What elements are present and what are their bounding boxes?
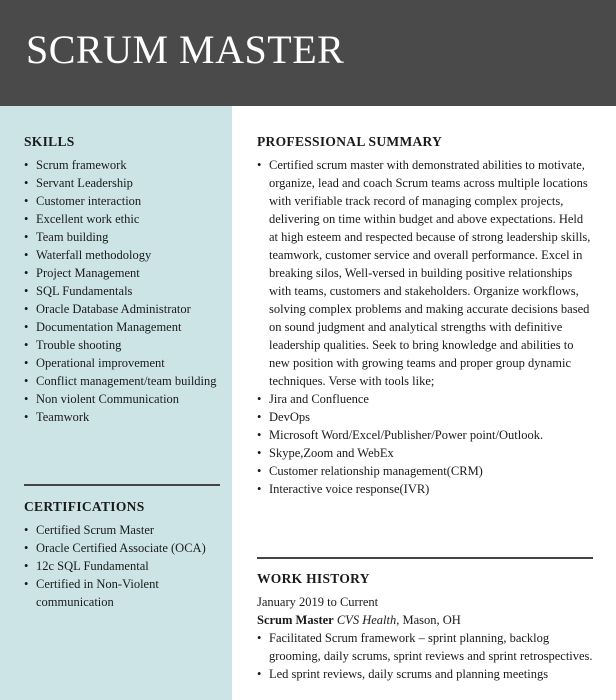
job-duty-item: • Facilitated Scrum framework – sprint planning, backlog grooming, daily scrums, sprint reviews and sprint retrospectives.: [257, 629, 593, 665]
skills-section: [24, 134, 220, 426]
tool-item: • Interactive voice response(IVR): [257, 480, 593, 498]
job-location: , Mason, OH: [396, 613, 461, 627]
job-title: Scrum Master: [257, 613, 334, 627]
skills-heading: SKILLS: [24, 134, 75, 149]
certification-item: • Certified in Non-Violent communication: [24, 575, 220, 611]
certification-item: • Certified Scrum Master: [24, 521, 220, 539]
tool-item: • Jira and Confluence: [257, 390, 593, 408]
sidebar: [0, 106, 232, 700]
work-history-section: [257, 571, 593, 683]
summary-section: [257, 134, 593, 498]
job-dates: January 2019 to Current: [257, 595, 379, 609]
job-header: [257, 611, 593, 629]
skill-item: • Servant Leadership: [24, 174, 220, 192]
tool-item: • Customer relationship management(CRM): [257, 462, 593, 480]
summary-heading: PROFESSIONAL SUMMARY: [257, 134, 443, 149]
certifications-list: [24, 521, 220, 611]
sidebar-divider: [24, 484, 220, 486]
summary-paragraph: • Certified scrum master with demonstrated abilities to motivate, organize, lead and coach Scrum teams across multiple locations with verifiable track record of managing complex projects, delivering on time within budget and above expectations. Held at high esteem and respected because of strong leadership skills, teamwork, customer service and overall performance. Excel in breaking silos, Well-versed in building positive relationships with teams, customers and stakeholders. Organize workflows, solving complex problems and making accurate decisions based on sound judgment and analytical strengths with definitive leadership qualities. Seek to bring knowledge and abilities to new position with growing teams and proper group dynamic techniques. Verse with tools like;: [257, 156, 593, 390]
tool-item: • DevOps: [257, 408, 593, 426]
skill-item: • Teamwork: [24, 408, 220, 426]
tool-item: • Microsoft Word/Excel/Publisher/Power point/Outlook.: [257, 426, 593, 444]
certification-item: • Oracle Certified Associate (OCA): [24, 539, 220, 557]
skill-item: • Customer interaction: [24, 192, 220, 210]
skill-item: • Conflict management/team building: [24, 372, 220, 390]
company-name: CVS Health: [336, 613, 397, 627]
work-history-heading: WORK HISTORY: [257, 571, 370, 586]
skill-item: • Project Management: [24, 264, 220, 282]
certification-item: • 12c SQL Fundamental: [24, 557, 220, 575]
skill-item: • Trouble shooting: [24, 336, 220, 354]
skills-list: [24, 156, 220, 426]
main-divider: [257, 557, 593, 559]
job-duties-list: [257, 629, 593, 683]
certifications-section: [24, 499, 220, 611]
resume-header: [0, 0, 616, 106]
tool-item: • Skype,Zoom and WebEx: [257, 444, 593, 462]
skill-item: • Scrum framework: [24, 156, 220, 174]
skill-item: • Excellent work ethic: [24, 210, 220, 228]
skill-item: • Oracle Database Administrator: [24, 300, 220, 318]
resume-title: SCRUM MASTER: [26, 27, 345, 72]
skill-item: • Team building: [24, 228, 220, 246]
skill-item: • Non violent Communication: [24, 390, 220, 408]
summary-list: [257, 156, 593, 498]
certifications-heading: CERTIFICATIONS: [24, 499, 145, 514]
skill-item: • Waterfall methodology: [24, 246, 220, 264]
skill-item: • SQL Fundamentals: [24, 282, 220, 300]
skill-item: • Operational improvement: [24, 354, 220, 372]
skill-item: • Documentation Management: [24, 318, 220, 336]
job-duty-item: • Led sprint reviews, daily scrums and planning meetings: [257, 665, 593, 683]
